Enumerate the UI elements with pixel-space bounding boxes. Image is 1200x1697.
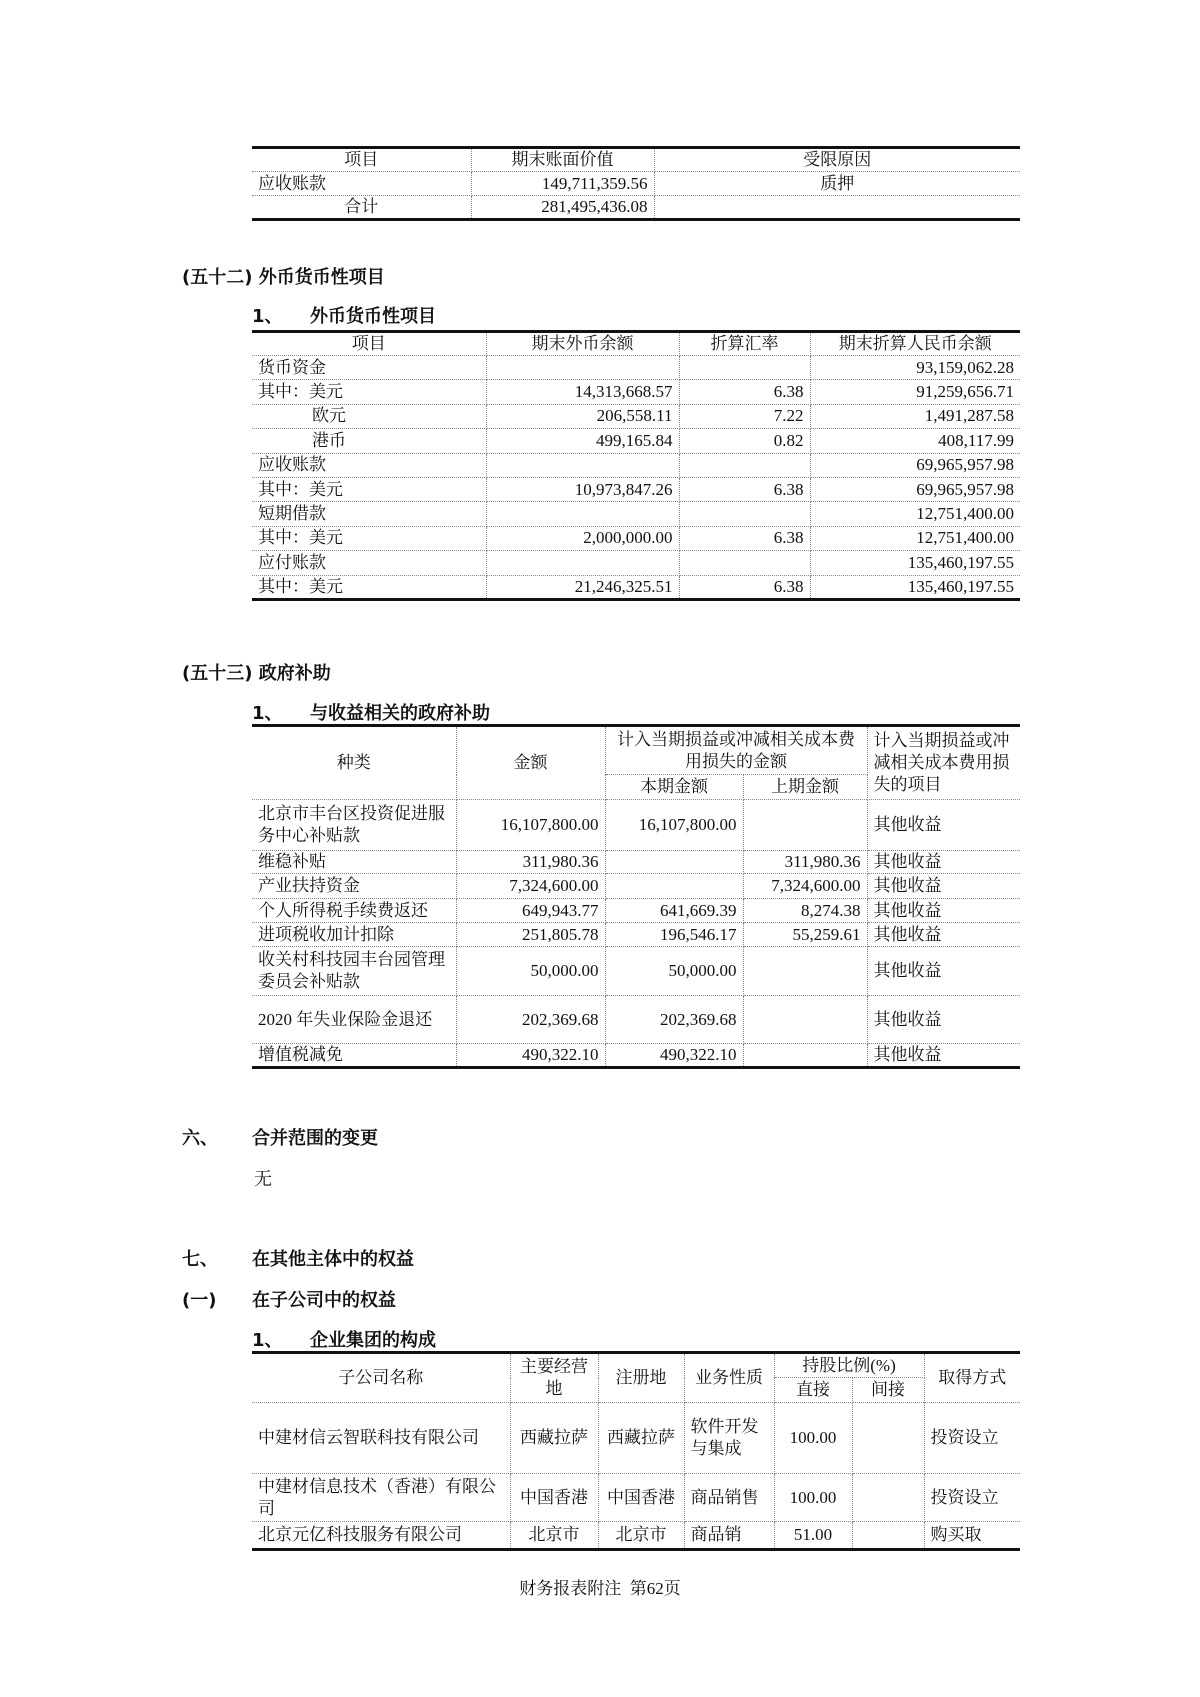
section-7-title: 在其他主体中的权益 — [252, 1249, 414, 1270]
table-cell: 增值税减免 — [252, 1044, 456, 1068]
table-cell: 100.00 — [774, 1403, 852, 1474]
table-cell: 其中：美元 — [252, 526, 486, 550]
table-row — [252, 947, 1020, 996]
column-header: 主要经营地 — [510, 1353, 598, 1403]
column-header: 注册地 — [598, 1353, 684, 1403]
section-7-sub-number: (一) — [182, 1290, 217, 1311]
column-header: 计入当期损益或冲减相关成本费用损失的项目 — [867, 726, 1020, 800]
column-header: 间接 — [852, 1378, 924, 1403]
section-6-number: 六、 — [182, 1128, 218, 1149]
table-cell: 7,324,600.00 — [743, 874, 867, 899]
table-cell: 251,805.78 — [456, 923, 605, 947]
table-cell: 其他收益 — [867, 996, 1020, 1044]
section-7-sub2-title: 企业集团的构成 — [310, 1330, 436, 1351]
table-cell: 100.00 — [774, 1474, 852, 1522]
table-cell — [852, 1522, 924, 1550]
table-cell: 2020 年失业保险金退还 — [252, 996, 456, 1044]
table-cell: 商品销 — [684, 1522, 774, 1550]
table-cell: 其他收益 — [867, 1044, 1020, 1068]
table-cell: 0.82 — [679, 429, 810, 453]
table-cell: 购买取 — [924, 1522, 1020, 1550]
table-cell: 港币 — [252, 429, 486, 453]
table-cell — [679, 356, 810, 380]
table-cell — [852, 1403, 924, 1474]
table-row — [252, 477, 1020, 501]
table-cell: 12,751,400.00 — [810, 502, 1020, 526]
table-cell: 进项税收加计扣除 — [252, 923, 456, 947]
table-row — [252, 1474, 1020, 1522]
column-header: 种类 — [252, 726, 456, 800]
table-cell: 其他收益 — [867, 851, 1020, 874]
table-cell — [654, 196, 1020, 220]
section-6-body: 无 — [254, 1169, 272, 1189]
table-row — [252, 1522, 1020, 1550]
table-cell — [743, 800, 867, 851]
column-header: 受限原因 — [654, 148, 1020, 172]
table-cell: 其中：美元 — [252, 575, 486, 599]
table-cell: 91,259,656.71 — [810, 380, 1020, 404]
table-cell: 其他收益 — [867, 947, 1020, 996]
table-cell: 69,965,957.98 — [810, 453, 1020, 477]
column-header: 折算汇率 — [679, 332, 810, 356]
column-header: 项目 — [252, 332, 486, 356]
table-cell — [486, 356, 679, 380]
table-cell: 中建材信息技术（香港）有限公司 — [252, 1474, 510, 1522]
table-cell: 应付账款 — [252, 551, 486, 575]
table-cell: 应收账款 — [252, 172, 471, 196]
column-header: 子公司名称 — [252, 1353, 510, 1403]
table-cell: 北京市丰台区投资促进服务中心补贴款 — [252, 800, 456, 851]
table-row — [252, 196, 1020, 220]
table-cell: 西藏拉萨 — [598, 1403, 684, 1474]
table-cell: 西藏拉萨 — [510, 1403, 598, 1474]
table-cell: 收关村科技园丰台园管理委员会补贴款 — [252, 947, 456, 996]
section-53-heading: (五十三) 政府补助 — [182, 663, 331, 684]
column-header: 持股比例(%) — [774, 1353, 924, 1378]
table-cell: 个人所得税手续费返还 — [252, 899, 456, 923]
table-cell — [605, 874, 743, 899]
table-row — [252, 800, 1020, 851]
table-row — [252, 1044, 1020, 1068]
table-row — [252, 502, 1020, 526]
table-cell: 7,324,600.00 — [456, 874, 605, 899]
table-cell: 货币资金 — [252, 356, 486, 380]
table-cell: 其他收益 — [867, 923, 1020, 947]
page-footer: 财务报表附注 第62页 — [519, 1579, 681, 1598]
table-cell: 其他收益 — [867, 800, 1020, 851]
section-52-sub-title: 外币货币性项目 — [310, 306, 436, 327]
table-cell: 50,000.00 — [605, 947, 743, 996]
section-6-title: 合并范围的变更 — [252, 1128, 378, 1149]
table-cell: 281,495,436.08 — [471, 196, 654, 220]
table-cell — [486, 502, 679, 526]
table-cell: 短期借款 — [252, 502, 486, 526]
table-cell: 649,943.77 — [456, 899, 605, 923]
section-53-sub-title: 与收益相关的政府补助 — [310, 703, 490, 724]
table-cell: 55,259.61 — [743, 923, 867, 947]
table-cell: 135,460,197.55 — [810, 551, 1020, 575]
table-cell: 10,973,847.26 — [486, 477, 679, 501]
table-cell: 商品销售 — [684, 1474, 774, 1522]
table-row — [252, 1403, 1020, 1474]
table-cell: 311,980.36 — [743, 851, 867, 874]
foreign-currency-table — [252, 330, 1020, 601]
table-cell: 202,369.68 — [456, 996, 605, 1044]
table-cell: 中国香港 — [510, 1474, 598, 1522]
table-cell: 其中：美元 — [252, 477, 486, 501]
table-cell: 641,669.39 — [605, 899, 743, 923]
section-53-sub-number: 1、 — [252, 703, 283, 724]
table-cell: 6.38 — [679, 526, 810, 550]
table-cell: 投资设立 — [924, 1474, 1020, 1522]
table-cell: 中建材信云智联科技有限公司 — [252, 1403, 510, 1474]
column-header: 计入当期损益或冲减相关成本费用损失的金额 — [605, 726, 867, 775]
table-cell: 其他收益 — [867, 874, 1020, 899]
table-cell: 408,117.99 — [810, 429, 1020, 453]
column-header: 金额 — [456, 726, 605, 800]
table-cell: 490,322.10 — [605, 1044, 743, 1068]
column-header: 项目 — [252, 148, 471, 172]
column-header: 期末外币余额 — [486, 332, 679, 356]
column-header: 期末折算人民币余额 — [810, 332, 1020, 356]
table-cell: 149,711,359.56 — [471, 172, 654, 196]
table-cell: 应收账款 — [252, 453, 486, 477]
table-cell: 质押 — [654, 172, 1020, 196]
restricted-assets-table — [252, 146, 1020, 221]
table-cell: 2,000,000.00 — [486, 526, 679, 550]
table-cell — [743, 1044, 867, 1068]
header-row — [252, 332, 1020, 356]
table-cell: 311,980.36 — [456, 851, 605, 874]
table-cell: 北京市 — [598, 1522, 684, 1550]
table-cell — [852, 1474, 924, 1522]
table-cell: 206,558.11 — [486, 404, 679, 428]
table-row — [252, 453, 1020, 477]
table-cell — [679, 453, 810, 477]
table-cell — [486, 453, 679, 477]
table-cell: 7.22 — [679, 404, 810, 428]
table-row — [252, 923, 1020, 947]
table-cell: 6.38 — [679, 575, 810, 599]
group-composition-table — [252, 1351, 1020, 1551]
table-cell: 其他收益 — [867, 899, 1020, 923]
section-52-sub-number: 1、 — [252, 306, 283, 327]
table-row — [252, 172, 1020, 196]
table-row — [252, 851, 1020, 874]
section-52-heading: (五十二) 外币货币性项目 — [182, 267, 385, 288]
table-cell: 8,274.38 — [743, 899, 867, 923]
table-cell: 16,107,800.00 — [605, 800, 743, 851]
table-cell: 16,107,800.00 — [456, 800, 605, 851]
table-cell: 维稳补贴 — [252, 851, 456, 874]
table-cell — [679, 551, 810, 575]
table-row — [252, 356, 1020, 380]
table-cell: 135,460,197.55 — [810, 575, 1020, 599]
table-cell: 软件开发与集成 — [684, 1403, 774, 1474]
table-cell: 14,313,668.57 — [486, 380, 679, 404]
table-cell: 69,965,957.98 — [810, 477, 1020, 501]
table-row — [252, 404, 1020, 428]
government-subsidy-table — [252, 724, 1020, 1069]
table-cell: 93,159,062.28 — [810, 356, 1020, 380]
table-cell: 202,369.68 — [605, 996, 743, 1044]
table-cell — [679, 502, 810, 526]
header-row — [252, 148, 1020, 172]
table-cell: 196,546.17 — [605, 923, 743, 947]
table-cell: 21,246,325.51 — [486, 575, 679, 599]
column-header: 上期金额 — [743, 775, 867, 800]
section-7-sub-title: 在子公司中的权益 — [252, 1290, 396, 1311]
table-cell: 北京市 — [510, 1522, 598, 1550]
table-row — [252, 996, 1020, 1044]
table-row — [252, 874, 1020, 899]
section-7-sub2-number: 1、 — [252, 1330, 283, 1351]
table-cell — [486, 551, 679, 575]
table-cell — [743, 996, 867, 1044]
table-cell: 12,751,400.00 — [810, 526, 1020, 550]
table-row — [252, 526, 1020, 550]
table-cell: 6.38 — [679, 477, 810, 501]
table-row — [252, 899, 1020, 923]
table-cell: 合计 — [252, 196, 471, 220]
table-cell: 490,322.10 — [456, 1044, 605, 1068]
table-cell: 51.00 — [774, 1522, 852, 1550]
column-header: 直接 — [774, 1378, 852, 1403]
table-cell: 欧元 — [252, 404, 486, 428]
table-cell: 其中：美元 — [252, 380, 486, 404]
table-row — [252, 429, 1020, 453]
header-row — [252, 726, 1020, 775]
column-header: 业务性质 — [684, 1353, 774, 1403]
table-cell: 1,491,287.58 — [810, 404, 1020, 428]
table-cell — [743, 947, 867, 996]
section-7-number: 七、 — [182, 1249, 218, 1270]
table-cell: 投资设立 — [924, 1403, 1020, 1474]
table-cell: 中国香港 — [598, 1474, 684, 1522]
table-cell: 6.38 — [679, 380, 810, 404]
table-cell: 北京元亿科技服务有限公司 — [252, 1522, 510, 1550]
table-row — [252, 575, 1020, 599]
column-header: 本期金额 — [605, 775, 743, 800]
table-row — [252, 551, 1020, 575]
column-header: 期末账面价值 — [471, 148, 654, 172]
table-cell: 499,165.84 — [486, 429, 679, 453]
table-cell — [605, 851, 743, 874]
table-cell: 50,000.00 — [456, 947, 605, 996]
header-row — [252, 1353, 1020, 1378]
column-header: 取得方式 — [924, 1353, 1020, 1403]
table-cell: 产业扶持资金 — [252, 874, 456, 899]
table-row — [252, 380, 1020, 404]
